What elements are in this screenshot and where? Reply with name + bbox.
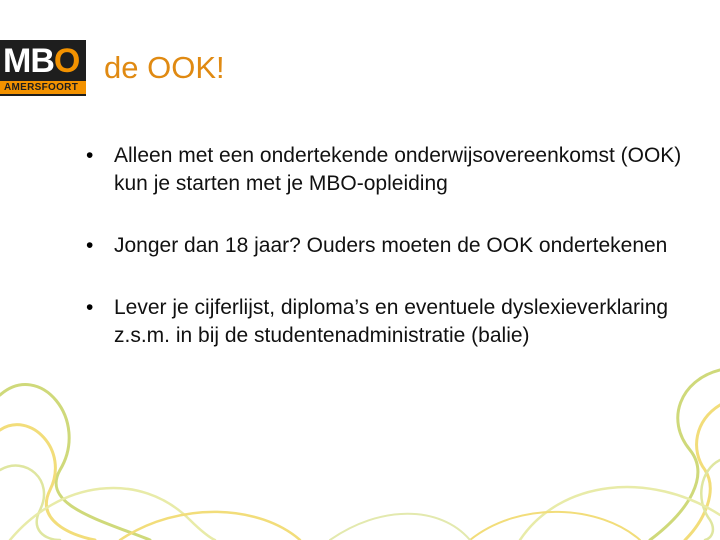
bullet-text: Jonger dan 18 jaar? Ouders moeten de OOK ondertekenen: [114, 234, 668, 257]
bullet-item: [86, 294, 706, 350]
bullet-list: [86, 142, 706, 384]
mbo-amersfoort-logo: [0, 40, 86, 96]
bullet-item: [86, 232, 706, 260]
logo-wordmark: [3, 43, 83, 79]
bullet-marker: •: [86, 144, 94, 167]
bullet-marker: •: [86, 296, 94, 319]
bullet-text: Lever je cijferlijst, diploma’s en eventuele dyslexieverklaring z.s.m. in bij de studentenadministratie (balie): [114, 296, 669, 347]
logo-wordmark-o: O: [53, 42, 80, 80]
bullet-item: [86, 142, 706, 198]
logo-wordmark-mb: MB: [3, 42, 54, 80]
bullet-marker: •: [86, 234, 94, 257]
bullet-text: Alleen met een ondertekende onderwijsovereenkomst (OOK) kun je starten met je MBO-opleiding: [114, 144, 682, 195]
logo-city-band: [0, 81, 86, 94]
slide-title: de OOK!: [104, 50, 225, 85]
logo-city-label: AMERSFOORT: [4, 82, 79, 93]
